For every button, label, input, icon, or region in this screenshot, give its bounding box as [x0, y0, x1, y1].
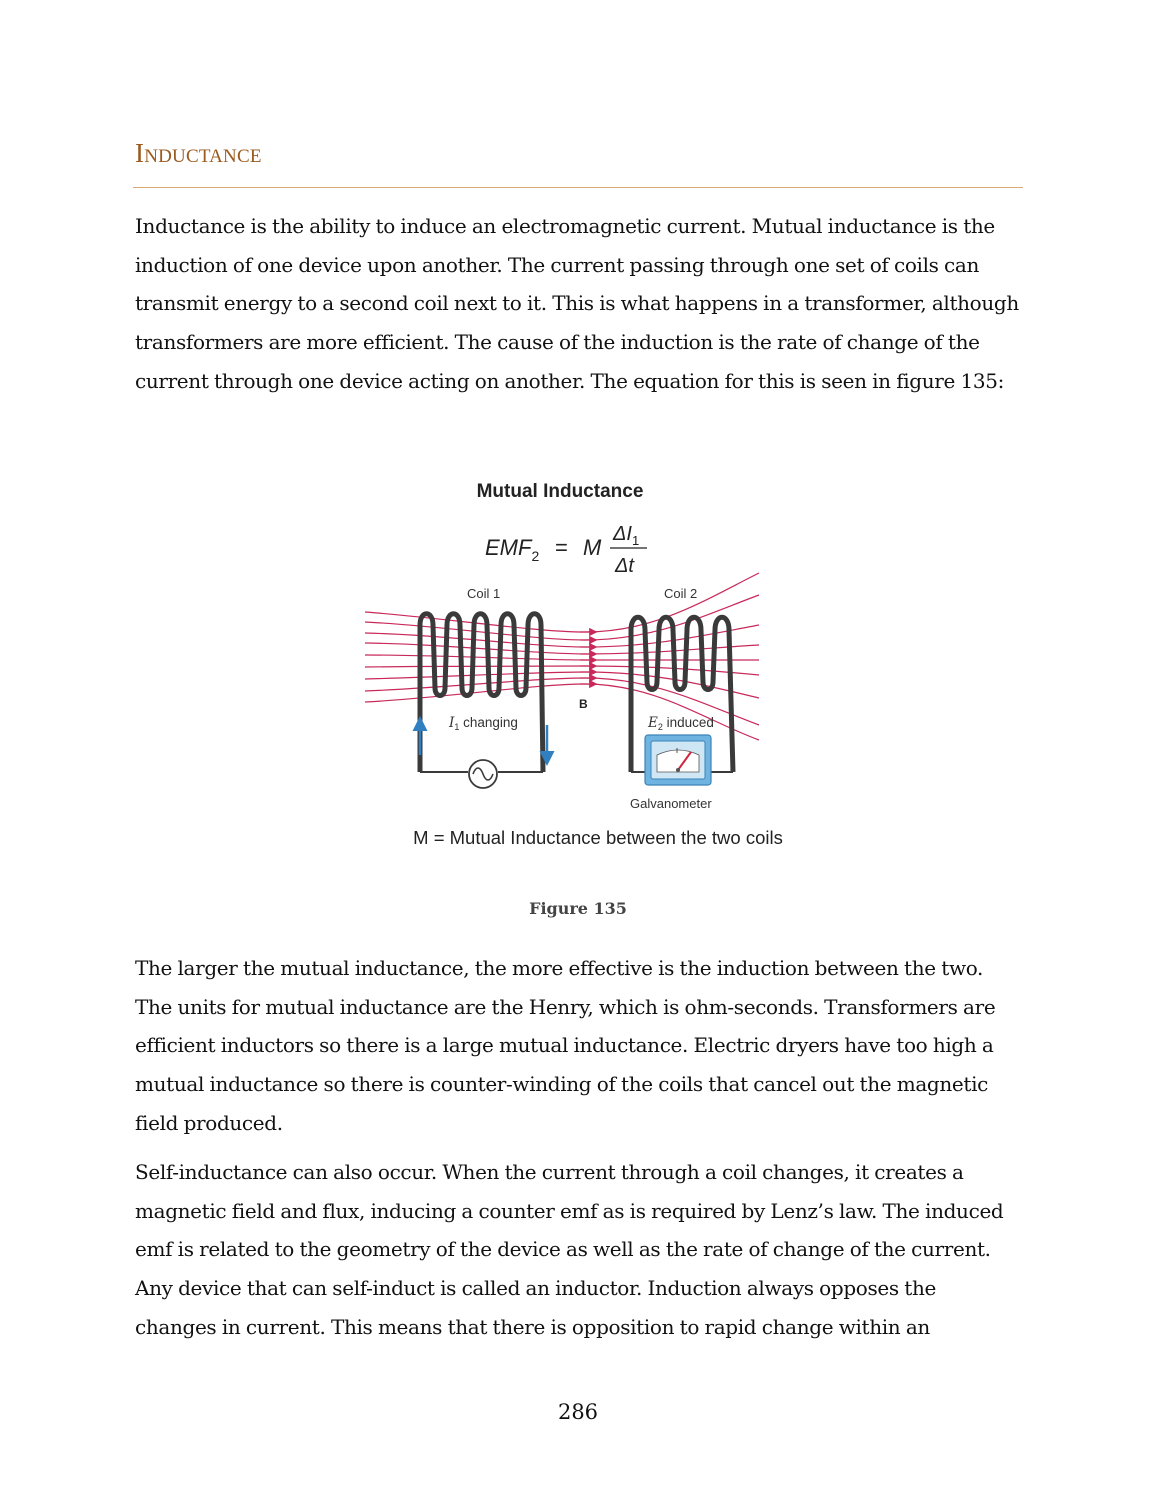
e2-sub: 2	[657, 722, 663, 732]
coil-2-label: Coil 2	[664, 586, 698, 601]
field-label: B	[579, 697, 588, 711]
paragraph-mutual-inductance: The larger the mutual inductance, the more effective is the induction between the two. The units for mutual inductance are the Henry, which is ohm-seconds. Transformers are efficient inductors so there is a large mutual inductance. Electric dryers have too high a mutual inductance so there is counter-winding of the coils that cancel out the magnetic field produced.	[135, 956, 996, 1135]
equation-lhs-sub: 2	[531, 548, 540, 564]
paragraph-intro: Inductance is the ability to induce an electromagnetic current. Mutual inductance is the induction of one device upon another. The current passing through one set of coils can transmit energy to a second coil next to it. This is what happens in a transformer, although transformers are more efficient. The cause of the induction is the rate of change of the current through one device acting on another. The equation for this is seen in figure 135:	[135, 214, 1019, 393]
coil-1-label: Coil 1	[467, 586, 501, 601]
field-direction-arrows	[580, 632, 595, 684]
mutual-inductance-figure	[355, 470, 805, 860]
svg-text:EMF2	[485, 535, 539, 564]
equation-den: Δt	[615, 555, 634, 577]
e2-symbol: E	[648, 715, 658, 731]
equation-lhs: EMF	[485, 535, 532, 560]
i1-text: changing	[459, 715, 518, 730]
e2-text: induced	[662, 715, 714, 730]
figure-footnote: M = Mutual Inductance between the two coils	[413, 827, 783, 848]
ac-source-icon	[469, 760, 497, 788]
equation-num-sub: 1	[631, 533, 640, 548]
i1-symbol: I	[449, 715, 455, 731]
heading-rule	[133, 187, 1023, 188]
figure-title: Mutual Inductance	[476, 481, 644, 502]
equation-num: ΔI	[613, 523, 632, 545]
i1-sub: 1	[454, 722, 460, 732]
paragraph-self-inductance: Self-inductance can also occur. When the current through a coil changes, it creates a magnetic field and flux, inducing a counter emf as is required by Lenz’s law. The induced emf is related to the geometry of the device as well as the rate of change of the current. Any device that can self-induct is called an inductor. Induction always opposes the changes in current. This means that there is opposition to rapid change within an	[135, 1160, 1004, 1339]
page-number: 286	[557, 1400, 599, 1424]
galvanometer-icon	[645, 735, 711, 785]
svg-text:ΔI1	[612, 523, 639, 548]
equation-coef: M	[583, 535, 602, 560]
galvanometer-label: Galvanometer	[630, 796, 712, 811]
section-heading: Inductance	[135, 138, 262, 168]
figure-caption: Figure 135	[529, 899, 627, 918]
emf-equation	[485, 523, 647, 577]
equation-equals: =	[555, 535, 568, 560]
svg-text:E2 induced	[647, 715, 714, 732]
svg-text:I1 changing	[448, 715, 518, 732]
